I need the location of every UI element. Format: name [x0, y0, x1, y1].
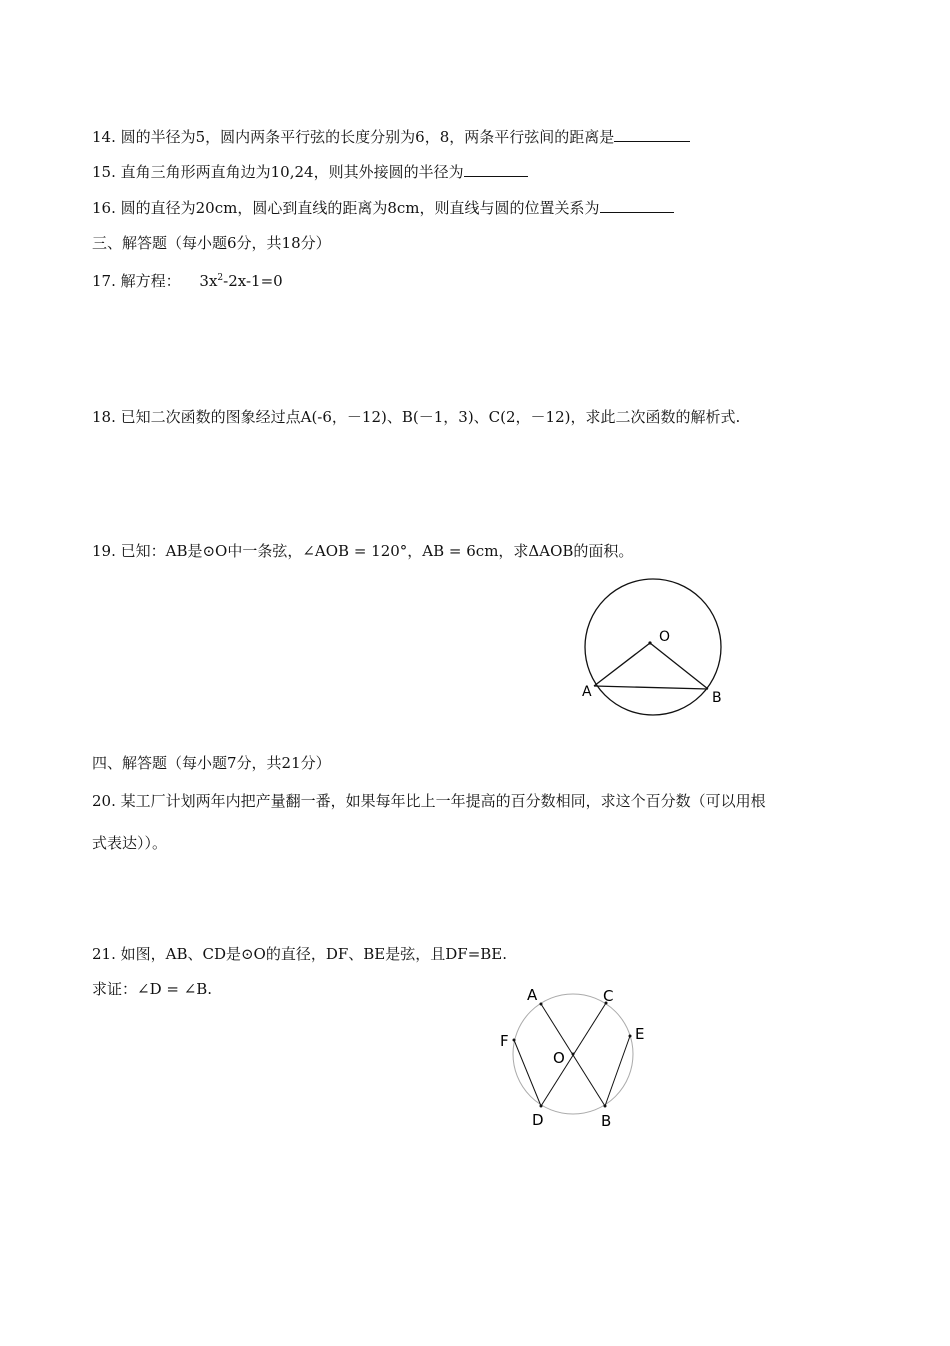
label-d: D [532, 1111, 544, 1129]
equation-term-b: -2x-1=0 [223, 272, 283, 290]
label-f: F [500, 1032, 509, 1050]
point-o [572, 1053, 575, 1056]
chord-be [605, 1036, 630, 1106]
point-o [648, 641, 651, 644]
question-20-line-1: 20. 某工厂计划两年内把产量翻一番，如果每年比上一年提高的百分数相同，求这个百分数（可以用根 [92, 792, 766, 810]
question-19: 19. 已知：AB是⊙O中一条弦，∠AOB = 120°，AB = 6cm，求ΔAOB的面积。 [92, 542, 634, 560]
label-o: O [553, 1049, 565, 1067]
point-a [540, 1003, 543, 1006]
question-18: 18. 已知二次函数的图象经过点A(-6，－12)、B(－1，3)、C(2，－12)，求此二次函数的解析式. [92, 408, 741, 426]
question-17-equation [199, 272, 282, 290]
answer-blank-16[interactable] [600, 198, 674, 213]
question-17 [92, 268, 283, 291]
point-b [604, 1105, 607, 1108]
label-o: O [659, 629, 671, 645]
figure-19-circle [585, 579, 721, 715]
question-20-line-2: 式表达））。 [92, 834, 168, 852]
equation-term-a: 3x [199, 272, 218, 290]
section-4-title: 四、解答题（每小题7分，共21分） [92, 754, 331, 772]
question-21-line-1: 21. 如图，AB、CD是⊙O的直径，DF、BE是弦，且DF=BE. [92, 945, 507, 963]
label-a: A [582, 684, 592, 700]
segment-oa [594, 643, 650, 686]
equation-exponent: 2 [217, 273, 224, 283]
question-17-label: 17. 解方程： [92, 272, 181, 290]
label-c: C [603, 987, 614, 1005]
chord-ab [594, 686, 708, 689]
section-3-title: 三、解答题（每小题6分，共18分） [92, 234, 331, 252]
label-e: E [635, 1025, 645, 1043]
question-15 [92, 162, 528, 182]
point-e [629, 1035, 632, 1038]
point-f [513, 1039, 516, 1042]
question-16 [92, 198, 674, 218]
question-16-text: 16. 圆的直径为20cm，圆心到直线的距离为8cm，则直线与圆的位置关系为 [92, 199, 600, 217]
question-21-line-2: 求证：∠D = ∠B. [92, 980, 213, 998]
question-15-text: 15. 直角三角形两直角边为10,24，则其外接圆的半径为 [92, 163, 464, 181]
figure-21 [495, 980, 665, 1130]
label-a: A [527, 986, 538, 1004]
answer-blank-15[interactable] [464, 162, 528, 177]
question-14-text: 14. 圆的半径为5，圆内两条平行弦的长度分别为6，8，两条平行弦间的距离是 [92, 128, 615, 146]
segment-ob [650, 643, 708, 689]
label-b: B [712, 690, 722, 706]
figure-19 [575, 575, 735, 725]
chord-df [514, 1040, 541, 1106]
point-d [540, 1105, 543, 1108]
answer-blank-14[interactable] [614, 127, 690, 142]
label-b: B [601, 1112, 612, 1130]
question-14 [92, 127, 690, 147]
